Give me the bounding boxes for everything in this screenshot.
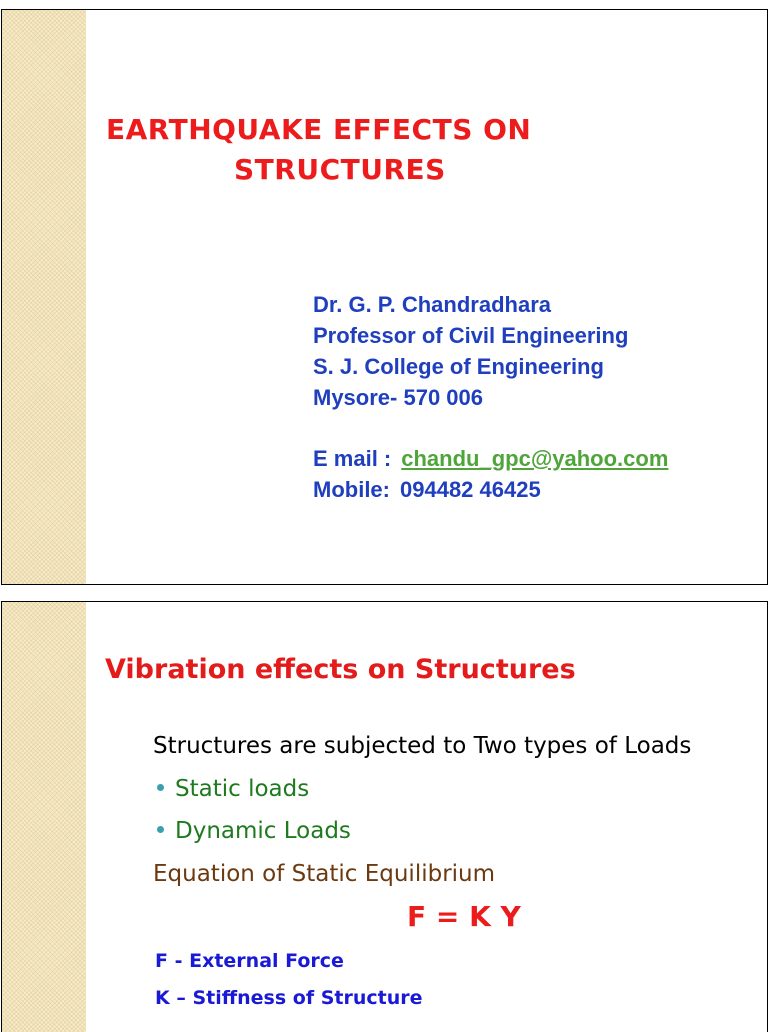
author-college: S. J. College of Engineering	[313, 354, 604, 379]
slide-2	[1, 601, 768, 1032]
bullet-dot-icon	[157, 784, 164, 791]
decorative-side-strip	[2, 602, 86, 1032]
email-label: E mail :	[313, 446, 392, 471]
bullet-label: Dynamic Loads	[175, 818, 351, 844]
bullet-dot-icon	[157, 826, 164, 833]
bullet-item	[157, 776, 309, 802]
slide-1	[1, 9, 768, 585]
email-link[interactable]: chandu_gpc@yahoo.com	[401, 446, 669, 471]
slide-title-line-1: EARTHQUAKE EFFECTS ON	[106, 113, 532, 146]
equation: F = K Y	[407, 900, 521, 933]
mobile-label: Mobile:	[313, 477, 390, 502]
bullet-item	[157, 818, 351, 844]
mobile-row	[313, 477, 541, 503]
author-name: Dr. G. P. Chandradhara	[313, 292, 552, 317]
author-position: Professor of Civil Engineering	[313, 323, 629, 348]
mobile-number: 094482 46425	[400, 477, 541, 502]
decorative-side-strip	[2, 10, 86, 584]
email-row	[313, 446, 668, 472]
slide-title-line-2: STRUCTURES	[234, 153, 446, 186]
intro-text: Structures are subjected to Two types of Loads	[153, 733, 692, 759]
bullet-label: Static loads	[175, 776, 310, 802]
definition-line: K – Stiffness of Structure	[155, 987, 423, 1009]
definition-line: F - External Force	[155, 950, 344, 972]
slide-title: Vibration effects on Structures	[105, 654, 576, 685]
equation-heading: Equation of Static Equilibrium	[153, 861, 496, 887]
author-city: Mysore- 570 006	[313, 385, 483, 410]
